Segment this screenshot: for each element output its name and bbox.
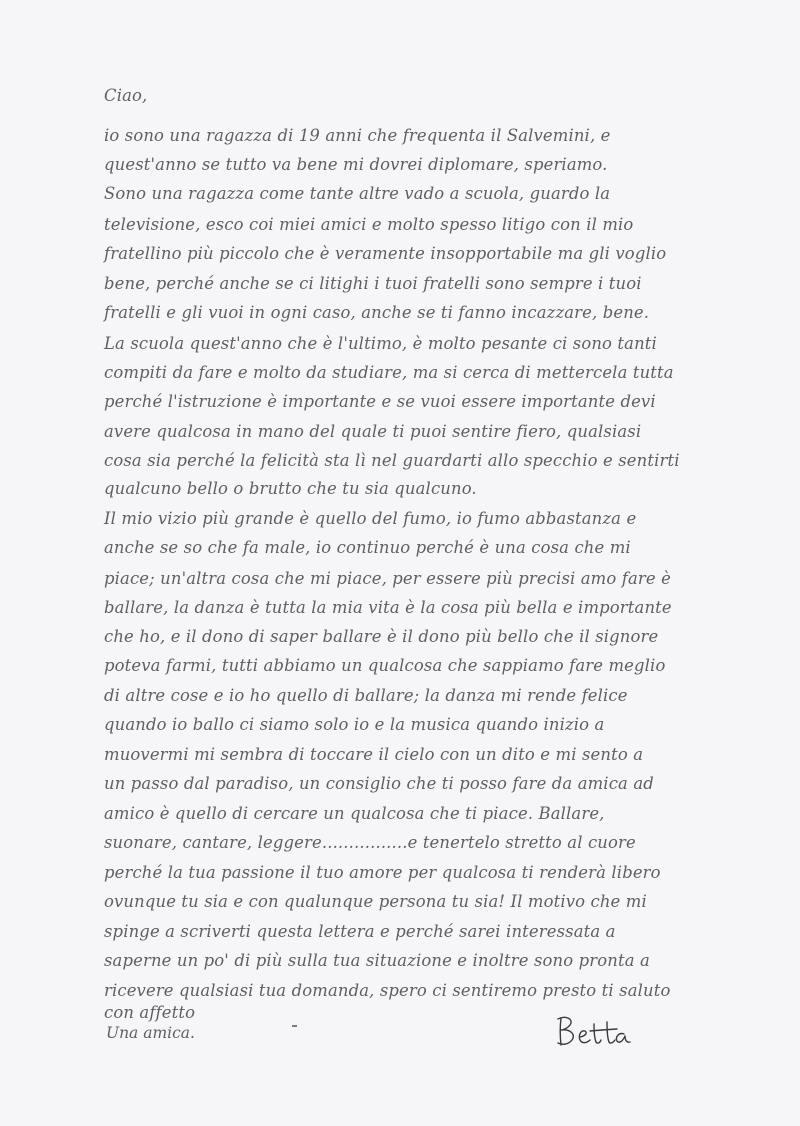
letter-line: Il mio vizio più grande è quello del fumo, io fumo abbastanza e <box>104 509 637 528</box>
letter-line: di altre cose e io ho quello di ballare; la danza mi rende felice <box>104 686 628 705</box>
letter-line: quando io ballo ci siamo solo io e la musica quando inizio a <box>104 715 605 734</box>
letter-line: perché l'istruzione è importante e se vuoi essere importante devi <box>104 392 656 411</box>
letter-line: con affetto <box>104 1003 196 1022</box>
letter-line: suonare, cantare, leggere................e tenertelo stretto al cuore <box>104 833 636 852</box>
letter-line: poteva farmi, tutti abbiamo un qualcosa che sappiamo fare meglio <box>104 656 666 675</box>
letter-line: quest'anno se tutto va bene mi dovrei diplomare, speriamo. <box>104 155 608 174</box>
letter-line: Ciao, <box>104 86 148 105</box>
letter-line: spinge a scriverti questa lettera e perché sarei interessata a <box>104 922 616 941</box>
letter-line: saperne un po' di più sulla tua situazione e inoltre sono pronta a <box>104 951 650 970</box>
letter-line: cosa sia perché la felicità sta lì nel guardarti allo specchio e sentirti <box>104 451 680 470</box>
letter-line: perché la tua passione il tuo amore per qualcosa ti renderà libero <box>104 863 661 882</box>
letter-line: Sono una ragazza come tante altre vado a scuola, guardo la <box>104 184 611 203</box>
letter-line: ricevere qualsiasi tua domanda, spero ci sentiremo presto ti saluto <box>104 981 671 1000</box>
letter-line: bene, perché anche se ci litighi i tuoi fratelli sono sempre i tuoi <box>104 274 642 293</box>
letter-line: muovermi mi sembra di toccare il cielo con un dito e mi sento a <box>104 745 644 764</box>
letter-line: televisione, esco coi miei amici e molto spesso litigo con il mio <box>104 215 634 234</box>
stray-mark <box>292 1025 297 1027</box>
letter-line: qualcuno bello o brutto che tu sia qualcuno. <box>104 479 477 498</box>
letter-line: anche se so che fa male, io continuo perché è una cosa che mi <box>104 538 631 557</box>
letter-line: avere qualcosa in mano del quale ti puoi sentire fiero, qualsiasi <box>104 422 642 441</box>
letter-line: ovunque tu sia e con qualunque persona tu sia! Il motivo che mi <box>104 892 647 911</box>
letter-line: che ho, e il dono di saper ballare è il dono più bello che il signore <box>104 627 659 646</box>
letter-line: ballare, la danza è tutta la mia vita è la cosa più bella e importante <box>104 598 672 617</box>
letter-line: La scuola quest'anno che è l'ultimo, è molto pesante ci sono tanti <box>104 334 657 353</box>
letter-line: compiti da fare e molto da studiare, ma si cerca di mettercela tutta <box>104 363 674 382</box>
signature <box>552 1012 662 1052</box>
letter-line: fratellino più piccolo che è veramente insopportabile ma gli voglio <box>104 244 667 263</box>
letter-line: piace; un'altra cosa che mi piace, per essere più precisi amo fare è <box>104 569 671 588</box>
letter-line: io sono una ragazza di 19 anni che frequenta il Salvemini, e <box>104 126 611 145</box>
letter-line: amico è quello di cercare un qualcosa che ti piace. Ballare, <box>104 804 605 823</box>
letter-line: un passo dal paradiso, un consiglio che ti posso fare da amica ad <box>104 774 654 793</box>
closing-salutation: Una amica. <box>106 1024 195 1042</box>
letter-line: fratelli e gli vuoi in ogni caso, anche se ti fanno incazzare, bene. <box>104 303 650 322</box>
signature-drawing <box>552 1012 662 1052</box>
